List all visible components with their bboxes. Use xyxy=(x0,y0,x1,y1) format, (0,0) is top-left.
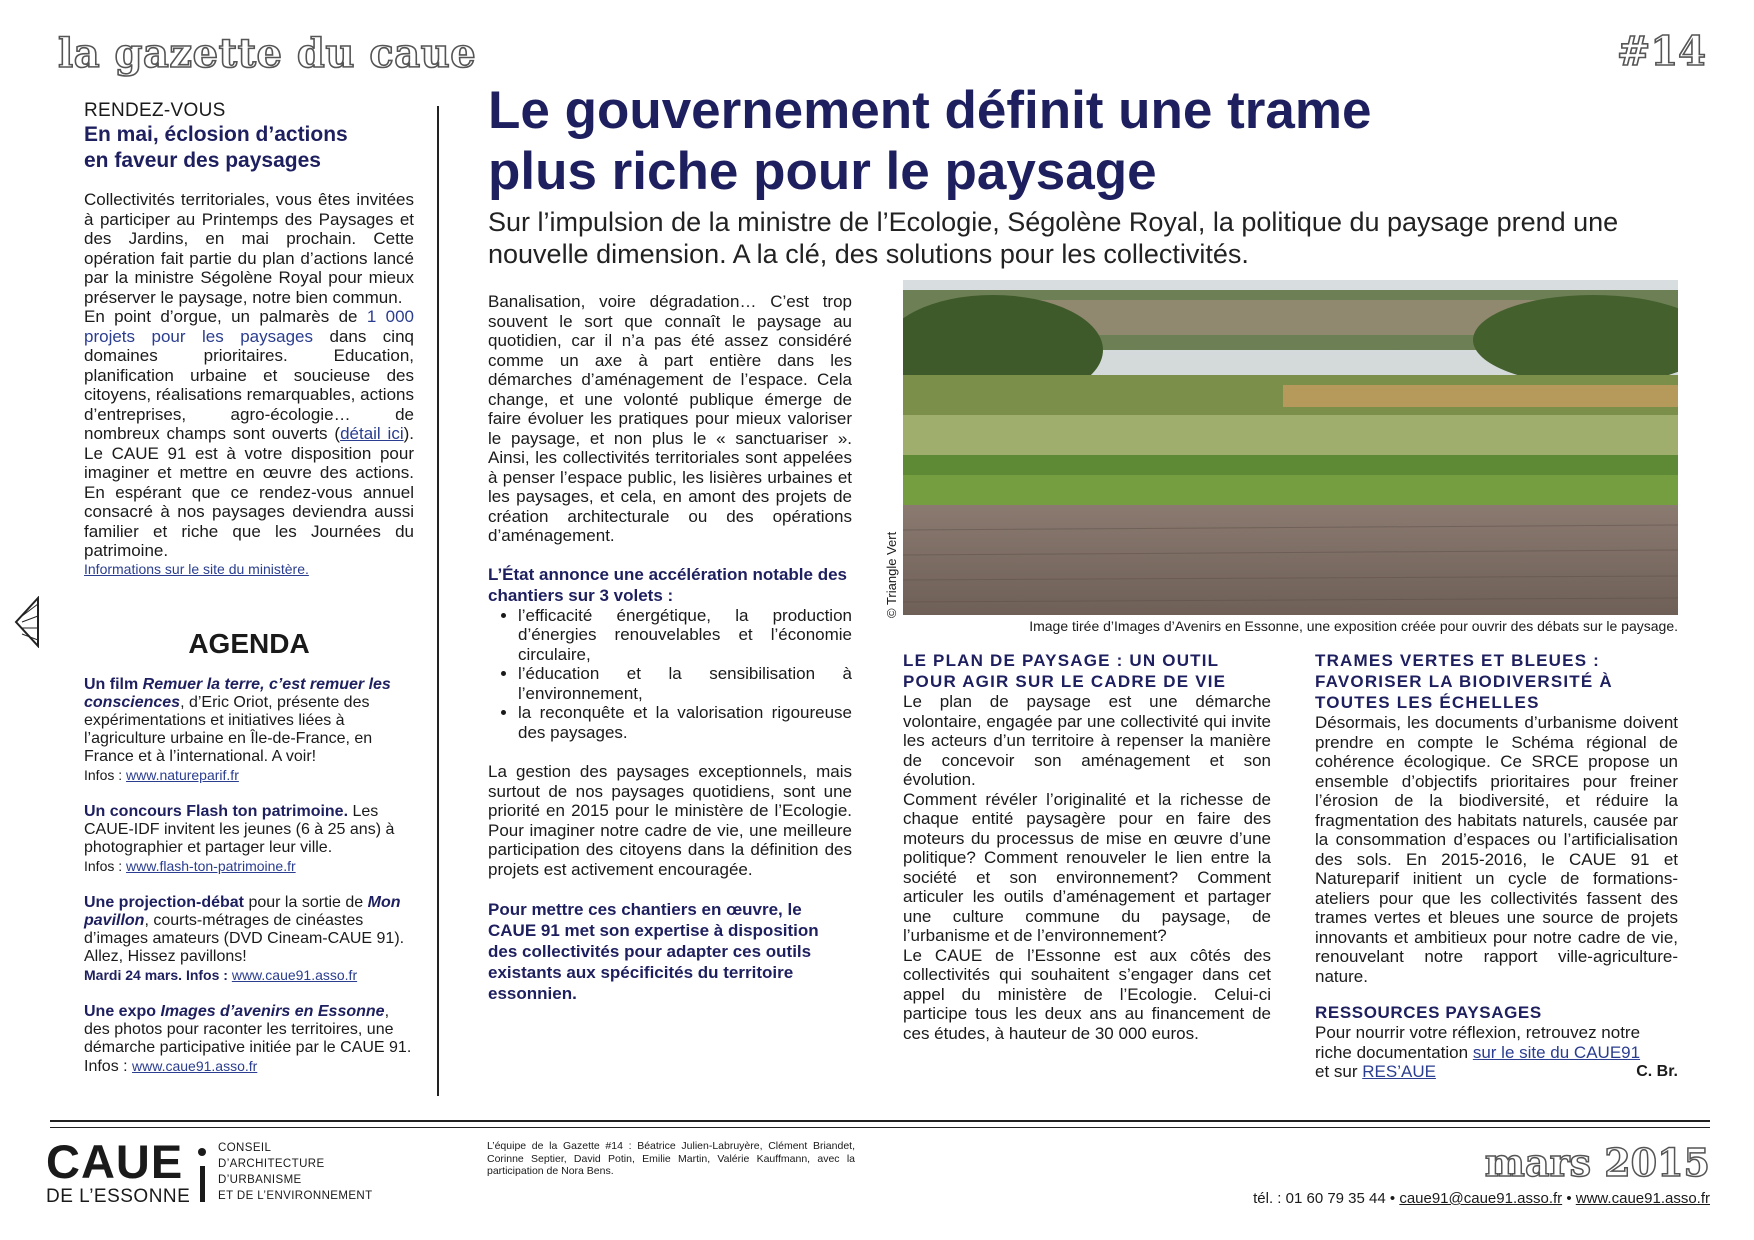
plan-paysage-questions: Comment révéler l’originalité et la richesse de chaque entité paysagère pour en faire des moteurs du processus de mise en œuvre d’une politique? Comment renouveler le lien entre la société et son environnement? Comment articuler les outils d’aménagement et partager une culture commune du paysage, de l’urbanisme et de l’environnement? xyxy=(903,789,1271,945)
logo-dot xyxy=(198,1148,206,1156)
closing-paragraph: Pour mettre ces chantiers en œuvre, le CAUE 91 met son expertise à disposition des collectivités pour adapter ces outils existants aux spécificités du territoire essonnien. xyxy=(488,900,819,1003)
intro-paragraph: Banalisation, voire dégradation… C’est trop souvent le sort que connaît le paysage au quotidien, car il n’a pas été assez considéré comme un axe à part entière dans les démarches d’aménagement de l’espace. Cela change, et une volonté publique émerge de faire évoluer les pratiques pour mieux valoriser le paysage, et non plus le « sanctuariser ». Ainsi, les collectivités territoriales sont appelées à penser l’espace public, les lisières urbaines et les paysages, et cela, en amont des projets de création architecturale ou des opérations d’aménagement. xyxy=(488,292,852,545)
article-column-3 xyxy=(1315,650,1678,1082)
previous-page-arrow-icon[interactable] xyxy=(14,596,40,648)
team-credits: L’équipe de la Gazette #14 : Béatrice Julien-Labruyère, Clément Briandet, Corinne Septier, David Potin, Emilie Martin, Valérie Kauffmann, avec la participation de Nora Bens. xyxy=(487,1140,855,1177)
caue-logo-text: CAUE xyxy=(46,1135,184,1188)
volets-list xyxy=(488,606,852,743)
website-link[interactable]: www.caue91.asso.fr xyxy=(1575,1190,1710,1207)
natureparif-link[interactable]: www.natureparif.fr xyxy=(126,767,239,783)
caue91-link-1[interactable]: www.caue91.asso.fr xyxy=(231,967,358,983)
plan-paysage-heading: LE PLAN DE PAYSAGE : UN OUTIL POUR AGIR SUR LE CADRE DE VIE xyxy=(903,651,1227,691)
plan-paysage-body: Le plan de paysage est une démarche volontaire, engagée par une collectivité qui invite les acteurs d’un territoire à repenser la manière de concevoir son aménagement et son évolution. xyxy=(903,692,1271,789)
article-column-2 xyxy=(903,650,1271,1043)
projects-link[interactable]: 1 000 projets pour les paysages xyxy=(84,307,414,346)
rendezvous-para1: Collectivités territoriales, vous êtes invitées à participer au Printemps des Paysages et des Jardins, en mai prochain. Cette opération fait partie du plan d’actions lancé par la ministre Ségolène Royal pour mieux préserver le paysage, notre bien commun. xyxy=(84,190,414,307)
author-signature: C. Br. xyxy=(1636,1063,1678,1080)
contact-line: tél. : 01 60 79 35 44 • caue91@caue91.asso.fr • www.caue91.asso.fr xyxy=(1253,1190,1710,1207)
resources-body: Pour nourrir votre réflexion, retrouvez notre riche documentation sur le site du CAUE91 et sur RES’AUE C. Br. xyxy=(1315,1023,1678,1081)
issue-date: mars 2015 xyxy=(1484,1140,1710,1185)
management-paragraph: La gestion des paysages exceptionnels, mais surtout de nos paysages quotidiens, sont une priorité en 2015 pour le ministère de l’Ecologie. Pour imaginer notre cadre de vie, une meilleure participation des citoyens dans la définition des projets est activement encouragée. xyxy=(488,762,852,879)
trames-heading: TRAMES VERTES ET BLEUES : FAVORISER LA BIODIVERSITÉ À TOUTES LES ÉCHELLES xyxy=(1315,651,1613,712)
caue91-link-2[interactable]: www.caue91.asso.fr xyxy=(132,1058,258,1074)
standfirst: Sur l’impulsion de la ministre de l’Ecologie, Ségolène Royal, la politique du paysage prend une nouvelle dimension. A la clé, des solutions pour les collectivités. xyxy=(488,207,1619,269)
rendezvous-section xyxy=(84,100,414,579)
agenda-item-expo: Une expo Images d’avenirs en Essonne, des photos pour raconter les territoires, une démarche participative initiée par le CAUE 91. Infos : www.caue91.asso.fr xyxy=(84,1003,412,1075)
agenda-item-projection: Une projection-débat pour la sortie de Mon pavillon, courts-métrages de cinéastes d’images amateurs (DVD Cineam-CAUE 91). Allez, Hissez pavillons! Mardi 24 mars. Infos : www.caue91.asso.fr xyxy=(84,894,405,983)
photo-credit: © Triangle Vert xyxy=(884,531,899,618)
column-divider xyxy=(437,106,439,1096)
rendezvous-kicker: RENDEZ-VOUS xyxy=(84,100,226,121)
article-column-1 xyxy=(488,292,852,1004)
phone-number: tél. : 01 60 79 35 44 • xyxy=(1253,1190,1396,1207)
resaue-link[interactable]: RES’AUE xyxy=(1362,1062,1436,1081)
caue-logo xyxy=(46,1135,191,1208)
resources-heading: RESSOURCES PAYSAGES xyxy=(1315,1003,1542,1022)
headline: Le gouvernement définit une trame plus riche pour le paysage xyxy=(488,81,1372,201)
flash-patrimoine-link[interactable]: www.flash-ton-patrimoine.fr xyxy=(126,858,296,874)
state-subhead: L’État annonce une accélération notable des chantiers sur 3 volets : xyxy=(488,564,847,605)
footer-rule xyxy=(50,1120,1710,1122)
email-link[interactable]: caue91@caue91.asso.fr xyxy=(1399,1190,1563,1207)
trames-body: Désormais, les documents d’urbanisme doivent prendre en compte le Schéma régional de cohérence écologique. Ce SRCE propose un ensemble d’objectifs prioritaires pour freiner l’érosion de la biodiversité, et réduire la fragmentation des habitats naturels, causée par la consommation d’espaces ou l’artificialisation des sols. En 2015-2016, le CAUE 91 et Natureparif initient un cycle de formations-ateliers pour que les collectivités fassent des trames vertes et bleues une source de projets innovants et ambitieux pour notre cadre de vie, renouvelant notre rapport ville-agriculture-nature. xyxy=(1315,713,1678,986)
landscape-photo xyxy=(903,280,1678,615)
photo-caption: Image tirée d’Images d’Avenirs en Essonne, une exposition créée pour ouvrir des débats sur le paysage. xyxy=(1029,618,1678,634)
agenda-list xyxy=(84,676,414,1076)
rendezvous-title-line1: En mai, éclosion d’actions xyxy=(84,123,348,146)
rendezvous-title xyxy=(84,122,414,174)
caue-full-name: CONSEIL D’ARCHITECTURE D’URBANISME ET DE L’ENVIRONNEMENT xyxy=(218,1142,373,1202)
footer-rule-thin xyxy=(50,1127,1710,1128)
agenda-item-concours: Un concours Flash ton patrimoine. Les CAUE-IDF invitent les jeunes (6 à 25 ans) à photographier et partager leur ville. Infos : www.flash-ton-patrimoine.fr xyxy=(84,803,395,874)
caue-logo-subtitle: DE L’ESSONNE xyxy=(46,1186,191,1207)
rendezvous-para2: En point d’orgue, un palmarès de 1 000 projets pour les paysages dans cinq domaines prioritaires. Education, planification urbaine et soucieuse des citoyens, réalisations remarquables, actions d’entreprises, agro-écologie… de nombreux champs sont ouverts (détail ici). Le CAUE 91 est à votre disposition pour imaginer et mettre en œuvre des actions. En espérant que ce rendez-vous annuel consacré à nos paysages deviendra aussi familier et riche que les Journées du patrimoine. xyxy=(84,307,414,560)
issue-number: #14 xyxy=(1616,28,1706,75)
agenda-item-film: Un film Remuer la terre, c’est remuer les consciences, d’Eric Oriot, présente des expérimentations et initiatives liées à l’agriculture urbaine en Île-de-France, en France et à l’international. A voir! Infos : www.natureparif.fr xyxy=(84,676,391,783)
detail-link[interactable]: détail ici xyxy=(340,424,404,443)
plan-paysage-funding: Le CAUE de l’Essonne est aux côtés des collectivités qui souhaitent s’engager dans cet appel du ministère de l’Ecologie. Celui-ci participe tous les deux ans au financement de ces études, à hauteur de 30 000 euros. xyxy=(903,945,1271,1043)
masthead: la gazette du caue xyxy=(58,30,477,77)
logo-bar xyxy=(200,1166,205,1202)
list-item: • l’efficacité énergétique, la production d’énergies renouvelables et l’économie circulaire, xyxy=(518,606,852,665)
rendezvous-title-line2: en faveur des paysages xyxy=(84,149,321,172)
caue91-site-link[interactable]: sur le site du CAUE91 xyxy=(1472,1042,1641,1062)
agenda-heading: AGENDA xyxy=(188,628,310,659)
list-item: • l’éducation et la sensibilisation à l’environnement, xyxy=(518,664,852,703)
list-item: • la reconquête et la valorisation rigoureuse des paysages. xyxy=(518,703,852,742)
ministry-info-link[interactable]: Informations sur le site du ministère. xyxy=(84,560,309,577)
